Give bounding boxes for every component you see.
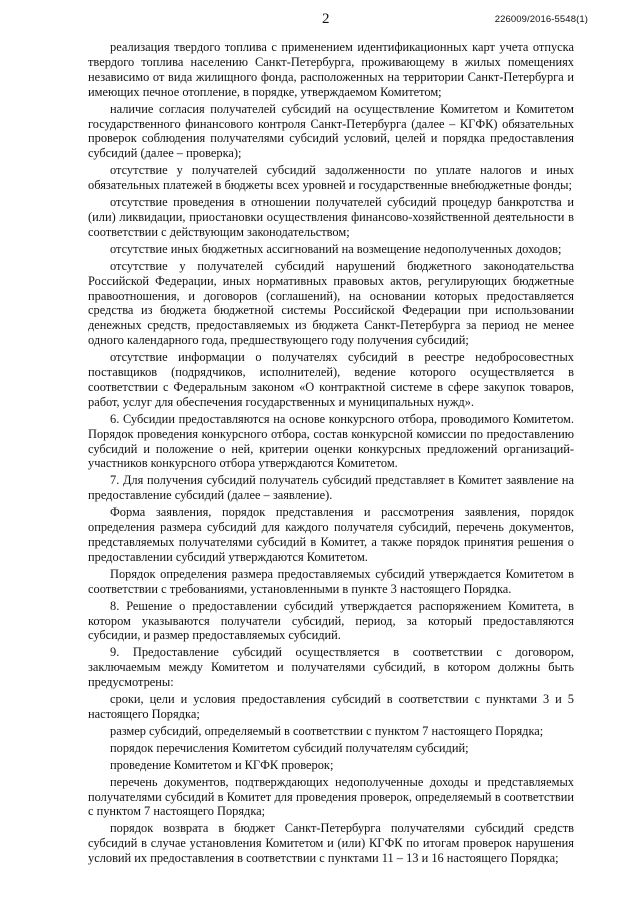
paragraph: порядок возврата в бюджет Санкт-Петербурга получателями субсидий средств субсидий в случае установления Комитетом и (или) КГФК по итогам проверок нарушения условий их предоставления в соответствии с пунктами 11 – 13 и 16 настоящего Порядка;: [88, 821, 574, 866]
paragraph: отсутствие иных бюджетных ассигнований на возмещение недополученных доходов;: [110, 241, 562, 256]
paragraph: отсутствие проведения в отношении получателей субсидий процедур банкротства и (или) ликвидации, приостановки осуществления финансово-хозяйственной деятельности в соответствии с действующим законодательством;: [88, 195, 574, 239]
paragraph: перечень документов, подтверждающих недополученные доходы и представляемых получателями субсидий в Комитет для проведения проверок, определяемый в соответствии с пунктом 7 настоящего Порядка;: [88, 774, 574, 819]
paragraph: отсутствие у получателей субсидий нарушений бюджетного законодательства Российской Федерации, иных нормативных правовых актов, регулирующих бюджетные правоотношения, и договоров (соглашений), на основании которых предоставляется средства из бюджета бюджетной системы Российской Федерации при использовании денежных средств, предоставляемых из бюджета Санкт-Петербурга за период не менее одного календарного года, предшествующего году получения субсидий;: [88, 258, 574, 348]
paragraph: 8. Решение о предоставлении субсидий утверждается распоряжением Комитета, в котором указываются получатели субсидий, период, за который предоставляются субсидии, и размер предоставляемых субсидий.: [88, 598, 574, 643]
paragraph: сроки, цели и условия предоставления субсидий в соответствии с пунктами 3 и 5 настоящего Порядка;: [88, 692, 574, 721]
document-id: 226009/2016-5548(1): [494, 14, 588, 25]
paragraph: Форма заявления, порядок представления и рассмотрения заявления, порядок определения размера субсидий для каждого получателя субсидий, перечень документов, представляемых получателями субсидий в Комитет, а также порядок принятия решения о предоставлении субсидий утверждаются Комитетом.: [88, 505, 574, 564]
paragraph: 6. Субсидии предоставляются на основе конкурсного отбора, проводимого Комитетом. Порядок проведения конкурсного отбора, состав конкурсной комиссии по предоставлению субсидий и положение о ней, критерии оценки конкурсных предложений организаций-участников конкурсного отбора утверждаются Комитетом.: [88, 411, 574, 471]
document-body: [88, 40, 574, 868]
page-number: 2: [322, 11, 330, 27]
paragraph: реализация твердого топлива с применением идентификационных карт учета отпуска твердого топлива населению Санкт-Петербурга, проживающему в жилых помещениях независимо от вида жилищного фонда, расположенных на территории Санкт-Петербурга и имеющих печное отопление, в порядке, утверждаемом Комитетом;: [88, 40, 574, 99]
paragraph: порядок перечисления Комитетом субсидий получателям субсидий;: [110, 740, 469, 755]
paragraph: размер субсидий, определяемый в соответствии с пунктом 7 настоящего Порядка;: [110, 723, 544, 738]
paragraph: отсутствие у получателей субсидий задолженности по уплате налогов и иных обязательных платежей в бюджеты всех уровней и государственные внебюджетные фонды;: [88, 163, 574, 193]
page-header: [0, 8, 640, 32]
paragraph: 9. Предоставление субсидий осуществляется в соответствии с договором, заключаемым между Комитетом и получателями субсидий, в котором должны быть предусмотрены:: [88, 645, 574, 690]
paragraph: отсутствие информации о получателях субсидий в реестре недобросовестных поставщиков (подрядчиков, исполнителей), ведение которого осуществляется в соответствии с Федеральным законом «О контрактной системе в сфере закупок товаров, работ, услуг для обеспечения государственных и муниципальных нужд».: [88, 350, 574, 409]
paragraph: проведение Комитетом и КГФК проверок;: [110, 757, 334, 772]
paragraph: Порядок определения размера предоставляемых субсидий утверждается Комитетом в соответствии с требованиями, установленными в пункте 3 настоящего Порядка.: [88, 566, 574, 596]
paragraph: 7. Для получения субсидий получатель субсидий представляет в Комитет заявление на предоставление субсидий (далее – заявление).: [88, 473, 574, 503]
paragraph: наличие согласия получателей субсидий на осуществление Комитетом и Комитетом государственного финансового контроля Санкт-Петербурга (далее – КГФК) обязательных проверок соблюдения получателями субсидий условий, целей и порядка предоставления субсидий (далее – проверка);: [88, 101, 574, 161]
